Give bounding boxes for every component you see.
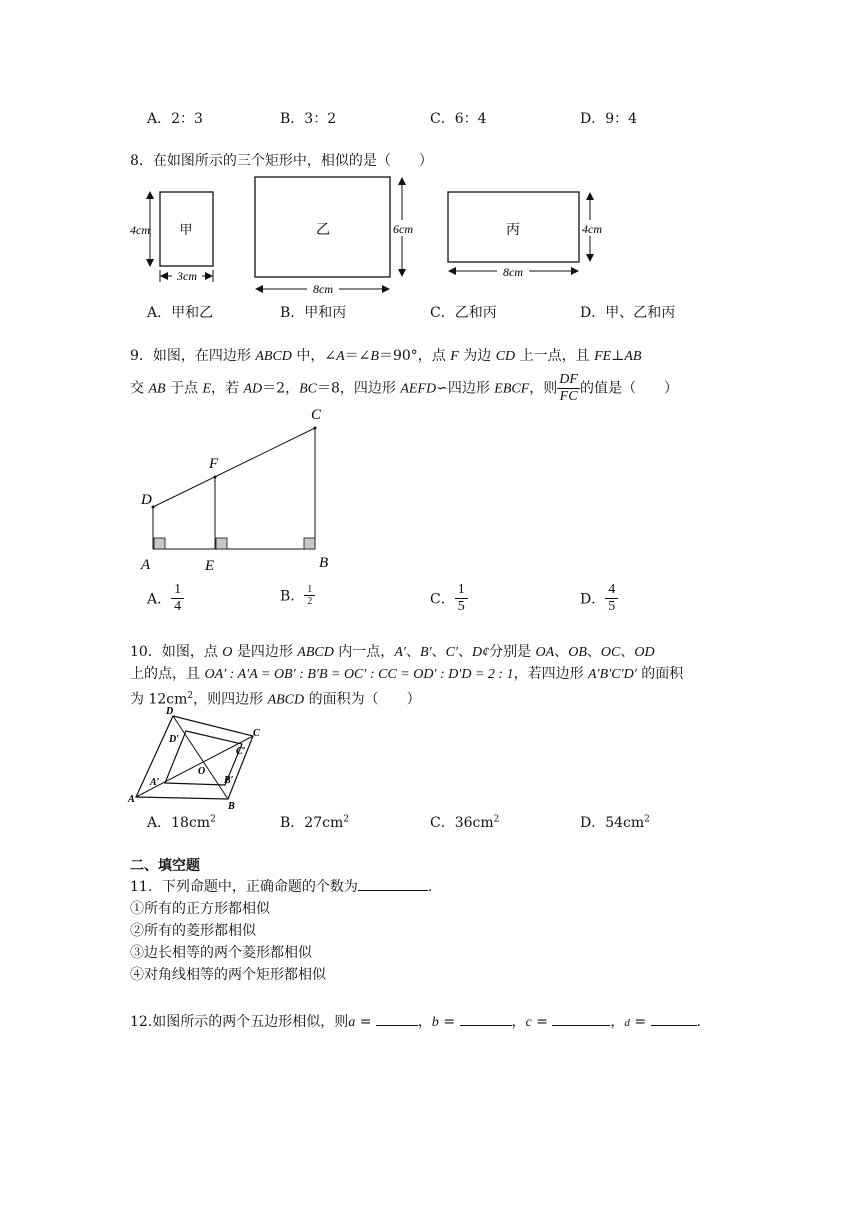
q8-option-a[interactable]: A．甲和乙 [147, 305, 214, 321]
rect-yi-label: 乙 [316, 223, 330, 238]
q11-item-3: ③边长相等的两个菱形都相似 [130, 945, 312, 961]
q10-label-d: D [166, 706, 174, 717]
q10-label-c-prime: C′ [236, 746, 246, 757]
q10-option-b[interactable]: B．$27cm^2$ [280, 814, 349, 831]
rect-bing-width: 8cm [503, 265, 523, 279]
rect-yi-width: 8cm [313, 282, 333, 296]
rect-yi-height: 6cm [393, 222, 413, 236]
section-title-fill-in: 二、填空题 [130, 858, 200, 874]
q7-option-c[interactable]: C．6：4 [430, 111, 487, 127]
q9-label-a: A [141, 557, 151, 573]
q9-option-a[interactable]: A． $\frac{1}{4}$ [147, 582, 184, 615]
q11-answer-blank[interactable] [358, 890, 428, 891]
q7-option-a[interactable]: A．2：3 [147, 111, 203, 127]
q8-figure [130, 172, 620, 297]
q10-label-o: O [198, 766, 206, 777]
rect-jia-label: 甲 [179, 222, 193, 237]
q10-label-a-prime: A′ [150, 777, 160, 788]
q8-option-b[interactable]: B．甲和丙 [280, 305, 347, 321]
q10-option-a[interactable]: A．$18cm^2$ [147, 814, 216, 831]
q9-option-b[interactable]: B． $\frac{1}{2}$ [280, 584, 315, 607]
q9-stem-line2: 交 AB 于点 E，若 AD＝2，BC＝8，四边形 AEFD∽四边形 EBCF，则 $\frac{DF}{FC}$ 的值是（ ） [130, 372, 678, 404]
q10-label-d-prime: D′ [169, 734, 180, 745]
q12-blank-c[interactable] [552, 1025, 610, 1026]
q9-label-f: F [209, 456, 219, 472]
q8-option-c[interactable]: C．乙和丙 [430, 305, 497, 321]
q12-stem: 12.如图所示的两个五边形相似，则a = ，b = ，c = ，d = . [130, 1014, 701, 1030]
q9-label-c: C [311, 407, 322, 423]
rect-jia-width: 3cm [177, 269, 197, 283]
rect-bing [448, 192, 608, 279]
q11-item-4: ④对角线相等的两个矩形都相似 [130, 967, 326, 983]
q10-label-a: A [128, 794, 135, 805]
q9-stem-line1: 9．如图，在四边形 ABCD 中，∠A＝∠B＝90°，点 F 为边 CD 上一点，且 FE⊥AB [130, 348, 642, 364]
q10-label-b-prime: B′ [224, 775, 234, 786]
rect-yi [255, 177, 418, 296]
q9-fraction-df-fc: $\frac{DF}{FC}$ [559, 372, 578, 404]
q10-stem-line1: 10．如图，点 O 是四边形 ABCD 内一点，A′、B′、C′、D¢分别是 OA、OB、OC、OD [130, 644, 655, 660]
q9-option-c[interactable]: C． $\frac{1}{5}$ [430, 582, 468, 615]
q12-blank-d[interactable] [651, 1025, 697, 1026]
q7-option-d[interactable]: D．9：4 [580, 111, 638, 127]
q10-figure [128, 704, 268, 810]
rect-bing-height: 4cm [582, 222, 602, 236]
q9-label-b: B [319, 555, 329, 571]
q11-item-2: ②所有的菱形都相似 [130, 923, 256, 939]
q10-stem-line2: 上的点，且 OA′ : A′A = OB′ : B′B = OC′ : CC = OD′ : D′D = 2 : 1，若四边形 A′B′C′D′ 的面积 [130, 666, 684, 682]
q11-item-1: ①所有的正方形都相似 [130, 901, 270, 917]
rect-bing-label: 丙 [506, 223, 520, 238]
q10-option-c[interactable]: C．$36cm^2$ [430, 814, 500, 831]
q9-option-d[interactable]: D． $\frac{4}{5}$ [580, 582, 618, 615]
rect-jia-height: 4cm [130, 223, 150, 237]
q11-stem: 11．下列命题中，正确命题的个数为 . [130, 879, 433, 895]
q9-figure [135, 402, 345, 574]
q8-option-d[interactable]: D．甲、乙和丙 [580, 305, 676, 321]
q9-label-d: D [141, 492, 152, 508]
q8-stem: 8．在如图所示的三个矩形中，相似的是（ ） [130, 153, 433, 169]
q10-label-c: C [253, 728, 260, 739]
q7-option-b[interactable]: B．3：2 [280, 111, 337, 127]
q12-blank-b[interactable] [460, 1025, 512, 1026]
q9-label-e: E [205, 558, 215, 574]
rect-jia [130, 192, 213, 283]
q10-stem-line3: 为 $12cm^2$，则四边形 ABCD 的面积为（ ） [130, 691, 421, 708]
q10-label-b: B [228, 801, 235, 812]
q12-blank-a[interactable] [376, 1025, 418, 1026]
q10-option-d[interactable]: D．$54cm^2$ [580, 814, 650, 831]
